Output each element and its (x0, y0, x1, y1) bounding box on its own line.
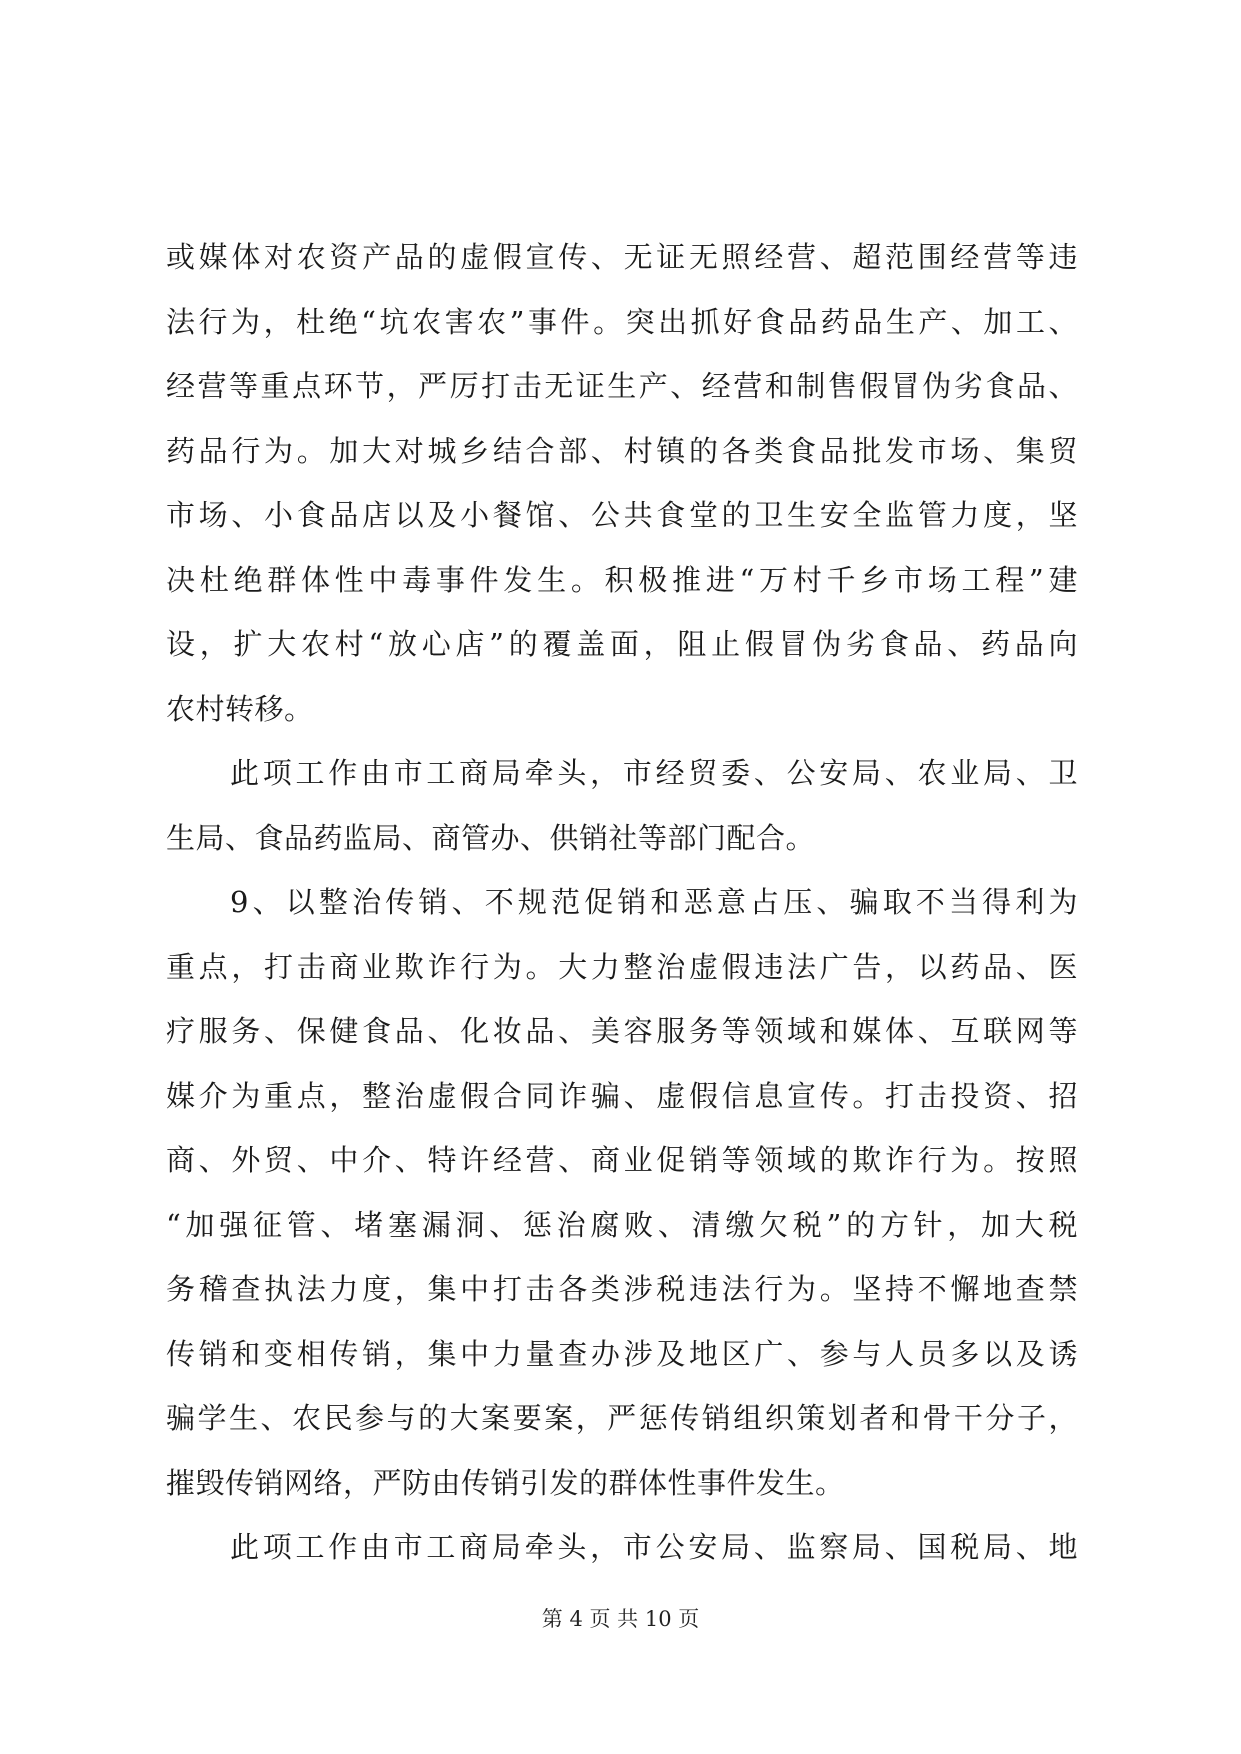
page-number-footer: 第 4 页 共 10 页 (541, 1607, 700, 1631)
document-body (166, 225, 1078, 1580)
text-line: 药品行为。加大对城乡结合部、村镇的各类食品批发市场、集贸 (166, 433, 1078, 468)
text-line: 市场、小食品店以及小餐馆、公共食堂的卫生安全监管力度，坚 (166, 498, 1078, 532)
text-line: 重点，打击商业欺诈行为。大力整治虚假违法广告，以药品、医 (166, 949, 1078, 984)
text-line: 经营等重点环节，严厉打击无证生产、经营和制售假冒伪劣食品、 (166, 369, 1078, 403)
text-line: 疗服务、保健食品、化妆品、美容服务等领域和媒体、互联网等 (166, 1014, 1078, 1048)
text-line: 此项工作由市工商局牵头，市经贸委、公安局、农业局、卫 (230, 756, 1078, 790)
text-line: 摧毁传销网络，严防由传销引发的群体性事件发生。 (166, 1465, 845, 1500)
text-line: 设，扩大农村“放心店”的覆盖面，阻止假冒伪劣食品、药品向 (166, 627, 1078, 661)
text-line: 农村转移。 (166, 691, 314, 726)
text-line: 骗学生、农民参与的大案要案，严惩传销组织策划者和骨干分子， (166, 1401, 1078, 1435)
text-line: 决杜绝群体性中毒事件发生。积极推进“万村千乡市场工程”建 (166, 562, 1078, 597)
text-line: 法行为，杜绝“坑农害农”事件。突出抓好食品药品生产、加工、 (166, 304, 1078, 339)
text-line: 或媒体对农资产品的虚假宣传、无证无照经营、超范围经营等违 (166, 240, 1078, 274)
text-line: 务稽查执法力度，集中打击各类涉税违法行为。坚持不懈地查禁 (166, 1272, 1078, 1306)
text-line: “加强征管、堵塞漏洞、惩治腐败、清缴欠税”的方针，加大税 (166, 1207, 1078, 1242)
text-line: 商、外贸、中介、特许经营、商业促销等领域的欺诈行为。按照 (166, 1143, 1078, 1177)
text-line: 传销和变相传销，集中力量查办涉及地区广、参与人员多以及诱 (166, 1336, 1078, 1371)
text-line: 媒介为重点，整治虚假合同诈骗、虚假信息宣传。打击投资、招 (166, 1078, 1078, 1113)
text-line: 生局、食品药监局、商管办、供销社等部门配合。 (166, 820, 816, 855)
text-line: 此项工作由市工商局牵头，市公安局、监察局、国税局、地 (230, 1530, 1078, 1564)
text-line: 9、以整治传销、不规范促销和恶意占压、骗取不当得利为 (230, 885, 1078, 919)
